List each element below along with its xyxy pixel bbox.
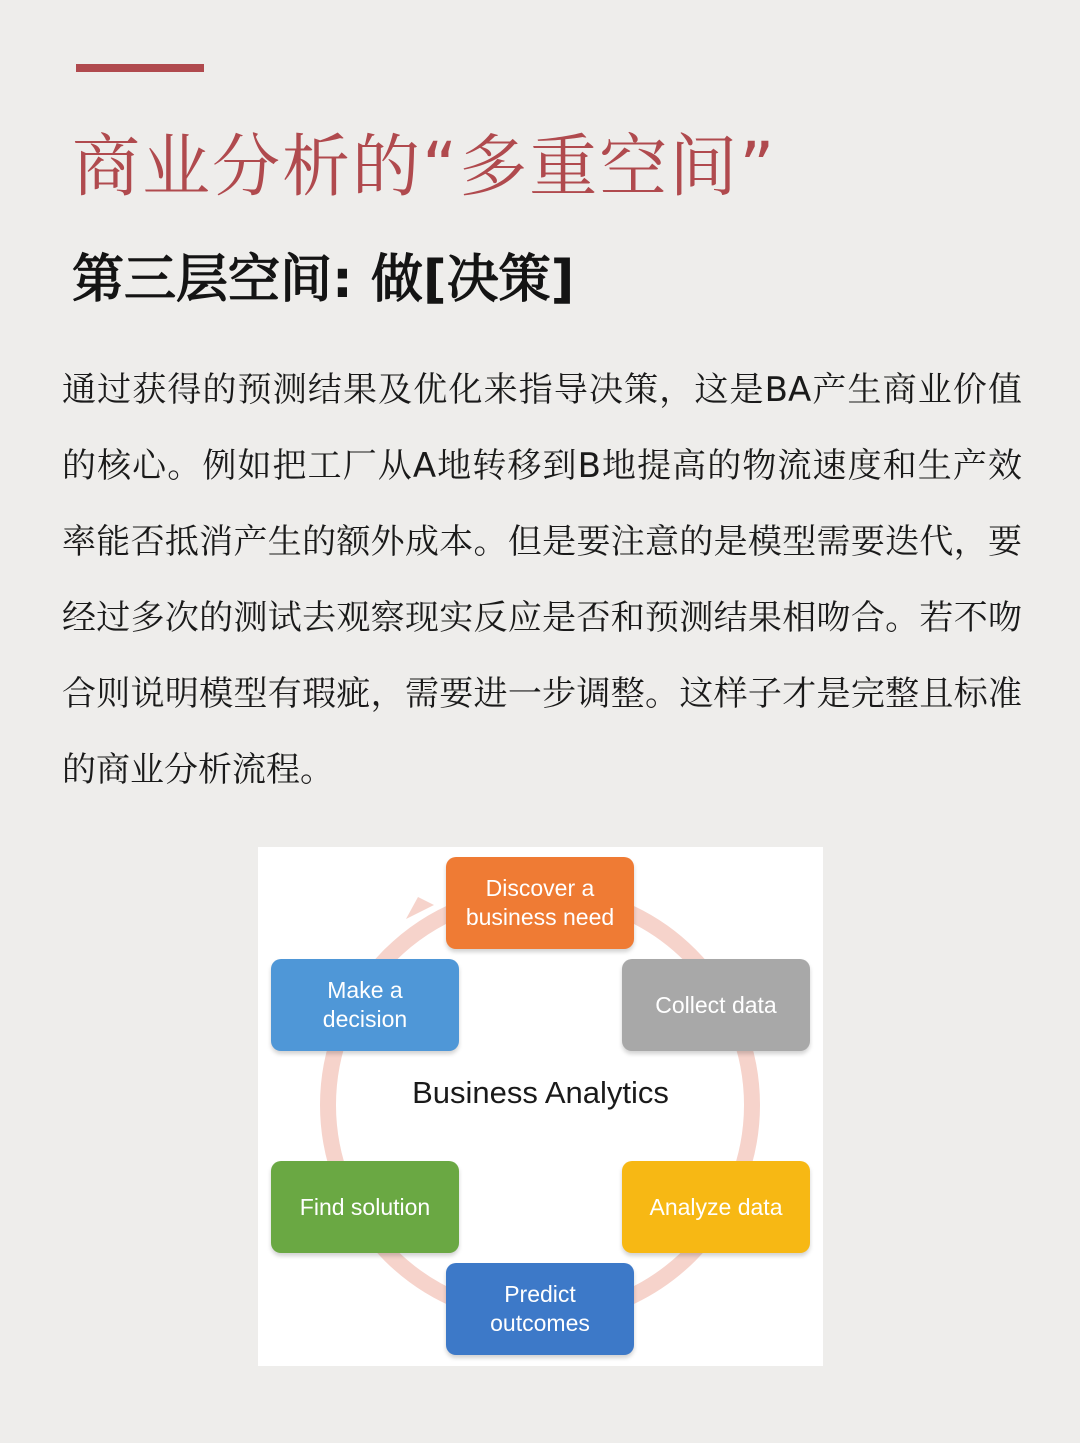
step-find-solution: Find solution [271, 1161, 459, 1253]
business-analytics-cycle-diagram [258, 847, 823, 1366]
center-label: Business Analytics [412, 1075, 669, 1110]
step-discover-need: Discover a business need [446, 857, 634, 949]
body-paragraph: 通过获得的预测结果及优化来指导决策，这是BA产生商业价值的核心。例如把工厂从A地转移到B地提高的物流速度和生产效率能否抵消产生的额外成本。但是要注意的是模型需要迭代，要经过多次的测试去观察现实反应是否和预测结果相吻合。若不吻合则说明模型有瑕疵，需要进一步调整。这样子才是完整且标准的商业分析流程。 [62, 370, 1022, 790]
section-subtitle: 第三层空间: 做[决策] [72, 250, 575, 310]
step-make-decision: Make a decision [271, 959, 459, 1051]
step-predict-outcomes: Predict outcomes [446, 1263, 634, 1355]
accent-bar [76, 64, 204, 72]
step-analyze-data: Analyze data [622, 1161, 810, 1253]
page-title: 商业分析的“多重空间” [72, 128, 777, 207]
step-collect-data: Collect data [622, 959, 810, 1051]
